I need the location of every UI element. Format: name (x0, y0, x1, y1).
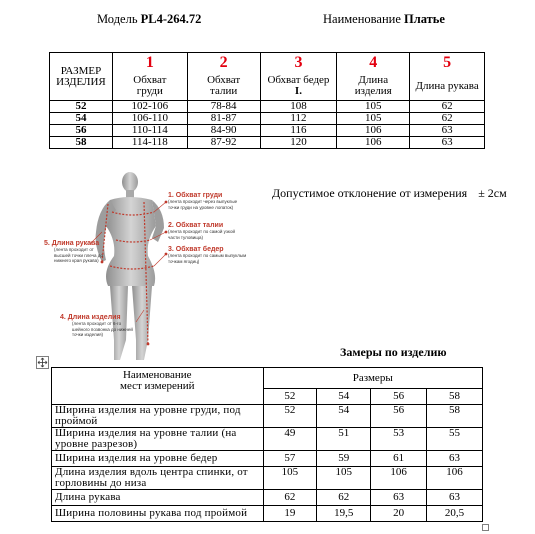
figure-label-title: 2. Обхват талии (168, 222, 224, 229)
column-header (112, 72, 187, 101)
name-line (323, 12, 445, 27)
value-cell: 62 (410, 113, 485, 125)
value-cell: 106 (371, 467, 427, 490)
row-label (52, 467, 264, 490)
table-row (50, 113, 485, 125)
column-number: 1 (112, 53, 187, 73)
column-header-line: I. (294, 85, 302, 97)
size-header: 52 (263, 389, 317, 405)
size-header-line: РАЗМЕР (60, 64, 102, 77)
value-cell: 20 (371, 506, 427, 522)
table-row (52, 451, 483, 467)
figure-label-title: 1. Обхват груди (168, 192, 223, 199)
figure-label-waist (168, 222, 235, 240)
value-cell: 63 (371, 490, 427, 506)
mannequin-illustration (40, 170, 272, 370)
table-row (52, 428, 483, 451)
tolerance-line (272, 186, 507, 201)
column-number: 2 (187, 53, 260, 73)
figure-label-title: 4. Длина изделия (60, 314, 121, 321)
table-row (50, 101, 485, 113)
column-header-line: Обхват (207, 74, 241, 86)
column-number: 4 (337, 53, 410, 73)
value-cell: 87-92 (187, 137, 260, 149)
value-cell: 62 (410, 101, 485, 113)
value-cell: 81-87 (187, 113, 260, 125)
table-row (50, 125, 485, 137)
figure-label-note: точки груди на уровне лопаток) (168, 204, 234, 210)
size-header: 56 (371, 389, 427, 405)
value-cell: 105 (337, 113, 410, 125)
value-cell: 114-118 (112, 137, 187, 149)
size-table (49, 52, 485, 149)
figure-label-note: (лента проходит по самым выпуклым (168, 253, 247, 258)
figure-label-note: точки изделия) (72, 332, 104, 337)
size-cell: 52 (50, 101, 113, 113)
header-sizes-cell: Размеры (263, 368, 483, 389)
row-label (52, 405, 264, 428)
column-header (187, 72, 260, 101)
figure-label-note: (лента проходит от (54, 247, 94, 252)
name-value: Платье (404, 12, 445, 26)
figure-label-note: шейного позвонка до нижней (72, 326, 133, 332)
value-cell: 84-90 (187, 125, 260, 137)
size-header: 54 (317, 389, 371, 405)
figure-label-bust (168, 192, 237, 210)
value-cell: 63 (410, 125, 485, 137)
value-cell: 62 (263, 490, 317, 506)
size-cell: 58 (50, 137, 113, 149)
row-label (52, 506, 264, 522)
value-cell: 20,5 (427, 506, 483, 522)
value-cell: 112 (260, 113, 337, 125)
column-header-line: Обхват бедер (267, 74, 330, 86)
value-cell: 108 (260, 101, 337, 113)
header-places-cell (52, 368, 264, 405)
table-row (52, 506, 483, 522)
value-cell: 78-84 (187, 101, 260, 113)
value-cell: 59 (317, 451, 371, 467)
size-cell: 56 (50, 125, 113, 137)
value-cell: 102-106 (112, 101, 187, 113)
figure-label-note: (лента проходит по самой узкой (168, 229, 235, 234)
model-label: Модель (97, 12, 141, 26)
value-cell: 58 (427, 405, 483, 428)
value-cell: 106-110 (112, 113, 187, 125)
row-label (52, 490, 264, 506)
value-cell: 63 (410, 137, 485, 149)
move-arrows-icon (37, 357, 48, 368)
value-cell: 120 (260, 137, 337, 149)
row-label-line: Ширина половины рукава под проймой (55, 507, 248, 519)
header-places-line: Наименование (122, 369, 192, 381)
figure-label-sleeve (44, 240, 103, 264)
table-row (50, 137, 485, 149)
table-row (52, 490, 483, 506)
column-number: 3 (260, 53, 337, 73)
column-header-line: Длина рукава (415, 79, 479, 92)
move-handle-icon[interactable] (36, 356, 49, 369)
value-cell: 105 (317, 467, 371, 490)
value-cell: 116 (260, 125, 337, 137)
tolerance-value: ± 2см (478, 186, 507, 200)
value-cell: 63 (427, 490, 483, 506)
row-label-line: Ширина изделия на уровне груди, под (55, 404, 241, 416)
name-label: Наименование (323, 12, 404, 26)
figure-label-title: 3. Обхват бедер (168, 246, 224, 253)
value-cell: 57 (263, 451, 317, 467)
size-header-cell (50, 53, 113, 101)
measurements-title: Замеры по изделию (340, 345, 447, 359)
value-cell: 51 (317, 428, 371, 451)
row-label-line: проймой (55, 415, 98, 427)
value-cell: 110-114 (112, 125, 187, 137)
figure-label-length (60, 314, 133, 338)
value-cell: 19,5 (317, 506, 371, 522)
header-places-line: мест измерений (119, 380, 195, 392)
column-number: 5 (410, 53, 485, 73)
value-cell: 53 (371, 428, 427, 451)
table-header-row (52, 368, 483, 389)
value-cell: 106 (427, 467, 483, 490)
column-header (337, 72, 410, 101)
figure-label-note: точкам ягодиц) (168, 258, 200, 264)
value-cell: 106 (337, 125, 410, 137)
value-cell: 55 (427, 428, 483, 451)
figure-label-note: (лента проходит через выпуклые (168, 199, 238, 204)
column-header-line: талии (210, 85, 238, 97)
column-header (410, 72, 485, 101)
value-cell: 62 (317, 490, 371, 506)
value-cell: 106 (337, 137, 410, 149)
measurement-figure (40, 170, 272, 370)
column-header-line: Обхват (133, 74, 167, 86)
table-resize-handle[interactable] (482, 524, 489, 531)
row-label-line: Ширина изделия на уровне талии (на (55, 427, 237, 439)
figure-label-title: 5. Длина рукава (44, 240, 100, 247)
model-line (97, 12, 201, 27)
row-label-line: горловины до низа (55, 477, 147, 489)
row-label-line: Длина изделия вдоль центра спинки, от (55, 466, 248, 478)
size-cell: 54 (50, 113, 113, 125)
row-label (52, 428, 264, 451)
column-header-line: изделия (354, 85, 392, 97)
column-header (260, 72, 337, 101)
figure-label-hips (168, 246, 246, 264)
value-cell: 61 (371, 451, 427, 467)
value-cell: 19 (263, 506, 317, 522)
table-row (52, 405, 483, 428)
row-label-line: Ширина изделия на уровне бедер (55, 452, 218, 464)
value-cell: 56 (371, 405, 427, 428)
model-value: PL4-264.72 (140, 12, 202, 26)
figure-label-note: высшей точки плеча до (54, 252, 103, 258)
row-label-line: Длина рукава (55, 491, 121, 503)
measurements-table (51, 367, 483, 522)
value-cell: 49 (263, 428, 317, 451)
figure-label-note: части туловища) (168, 234, 203, 240)
value-cell: 63 (427, 451, 483, 467)
column-header-line: Длина (358, 74, 389, 86)
value-cell: 105 (263, 467, 317, 490)
column-header-line: груди (136, 85, 163, 97)
table-row (52, 467, 483, 490)
value-cell: 52 (263, 405, 317, 428)
row-label (52, 451, 264, 467)
size-header: 58 (427, 389, 483, 405)
value-cell: 54 (317, 405, 371, 428)
tolerance-text: Допустимое отклонение от измерения (272, 186, 468, 200)
figure-label-note: нижнего края рукава) (54, 258, 99, 263)
figure-label-note: (лента проходит от 6-го (72, 321, 122, 326)
size-header-line: ИЗДЕЛИЯ (56, 75, 106, 88)
row-label-line: уровне разрезов) (55, 438, 138, 450)
value-cell: 105 (337, 101, 410, 113)
